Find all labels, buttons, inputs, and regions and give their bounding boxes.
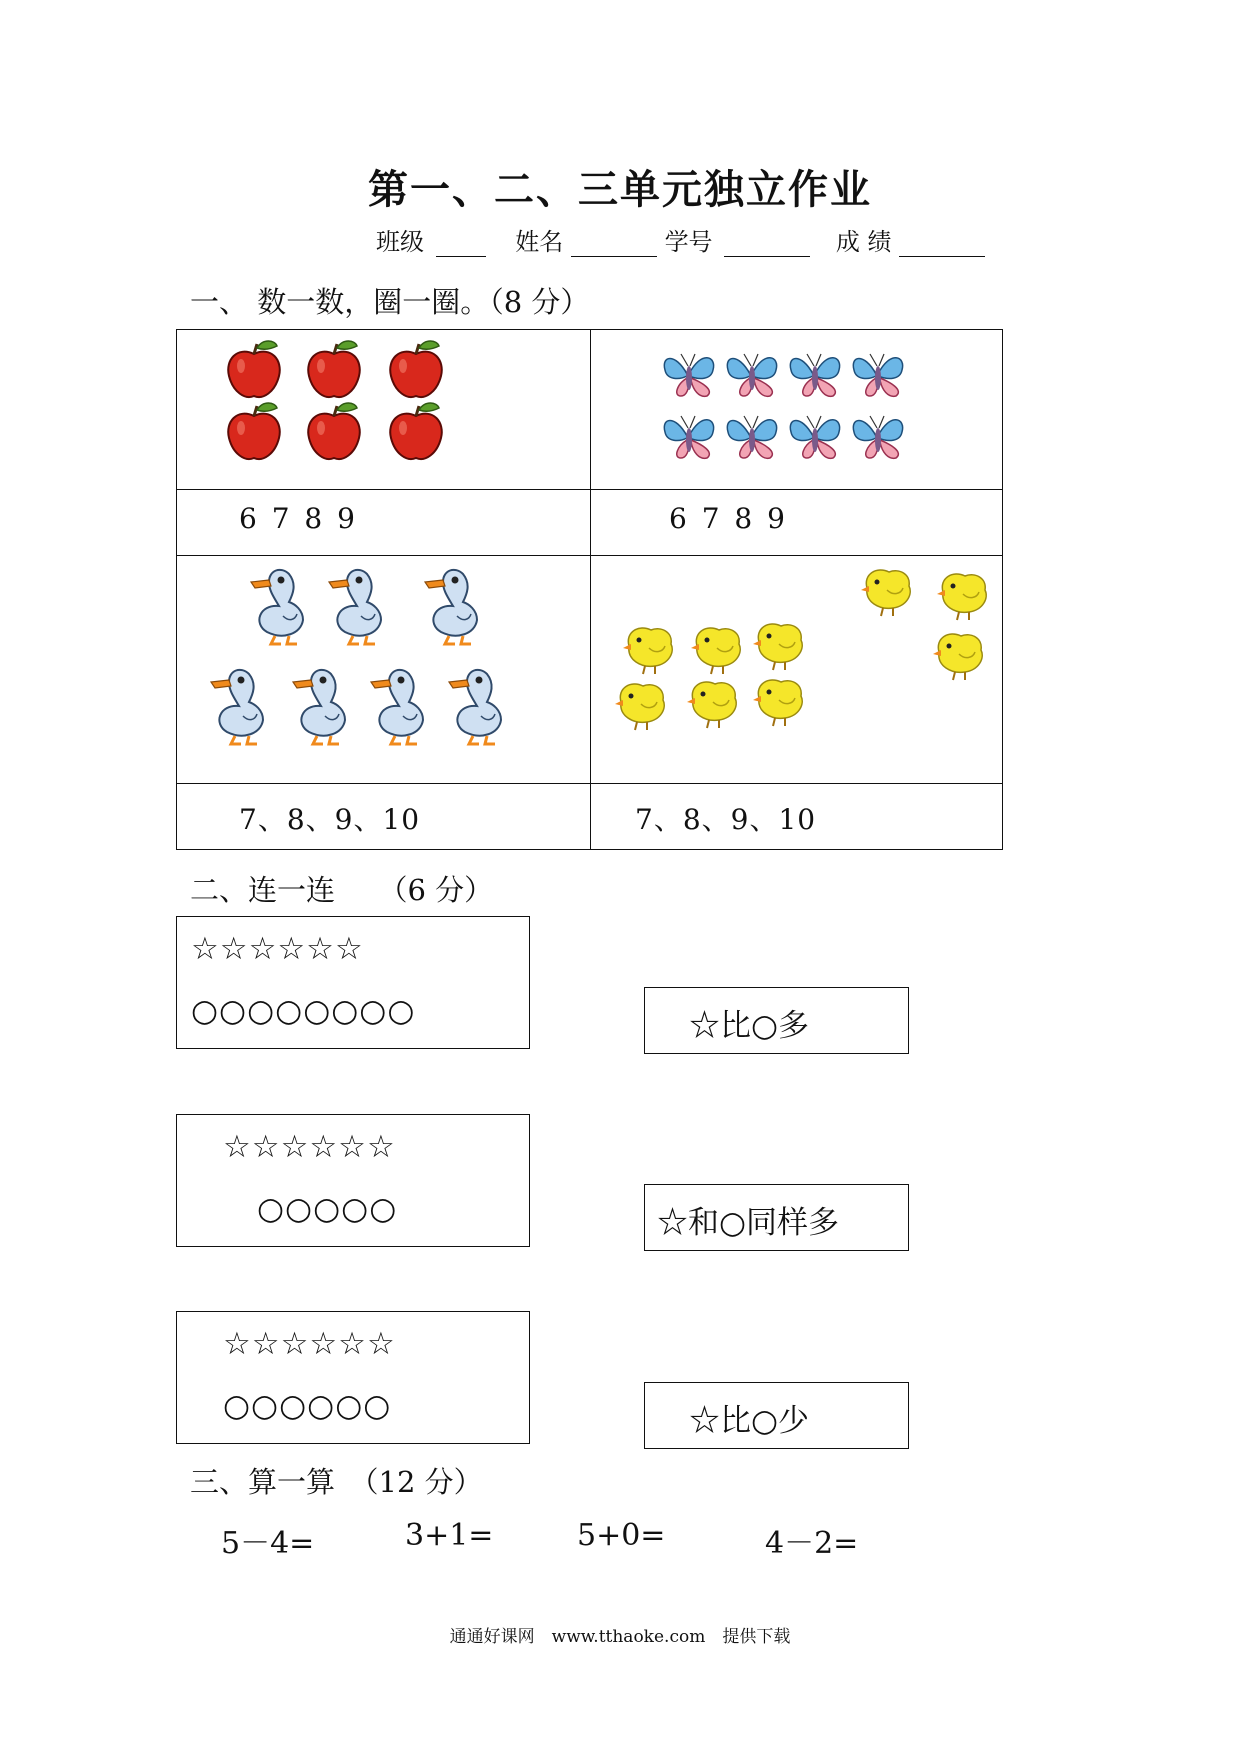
duck-icon <box>425 570 477 644</box>
right-box-equal[interactable]: ☆和○同样多 <box>644 1184 909 1251</box>
stars-row: ☆☆☆☆☆☆ <box>191 931 364 967</box>
apple-icon <box>228 341 280 397</box>
apples-illustration <box>177 330 590 488</box>
chick-icon <box>623 628 672 674</box>
duck-icon <box>449 670 501 744</box>
duck-icon <box>371 670 423 744</box>
butterfly-icon <box>664 354 713 396</box>
butterflies-choices-cell <box>591 490 1003 556</box>
footer-credit: 通通好课网 www.tthaoke.com 提供下载 <box>449 1627 791 1647</box>
score-blank[interactable] <box>899 230 985 257</box>
chicks-cell <box>591 556 1003 784</box>
butterfly-icon <box>727 354 776 396</box>
butterflies-cell <box>591 330 1003 490</box>
left-box-2[interactable] <box>176 1114 530 1247</box>
chick-icon <box>615 684 664 730</box>
left-box-1[interactable] <box>176 916 530 1049</box>
name-blank[interactable] <box>571 230 657 257</box>
page-title: 第一、二、三单元独立作业 <box>368 166 872 213</box>
chicks-choices-cell <box>591 784 1003 850</box>
duck-icon <box>251 570 303 644</box>
butterfly-icon <box>853 354 902 396</box>
ducks-choices-cell <box>177 784 591 850</box>
apple-icon <box>390 403 442 459</box>
circles-row: ○○○○○○ <box>223 1388 392 1424</box>
chick-icon <box>691 628 740 674</box>
section1-heading: 一、 数一数，圈一圈。（8 分） <box>190 285 590 319</box>
name-label: 姓名 <box>515 228 564 256</box>
class-label: 班级 <box>376 228 424 256</box>
apple-icon <box>228 403 280 459</box>
section2-heading: 二、连一连 （6 分） <box>190 873 494 907</box>
right-box-more[interactable]: ☆比○多 <box>644 987 909 1054</box>
student-info-line <box>376 222 985 257</box>
chick-icon <box>753 680 802 726</box>
ducks-choices[interactable]: 7、8、9、10 <box>239 803 421 836</box>
left-box-3[interactable] <box>176 1311 530 1444</box>
apples-cell <box>177 330 591 490</box>
butterflies-group <box>591 330 1002 488</box>
butterfly-icon <box>790 416 839 458</box>
duck-icon <box>329 570 381 644</box>
circles-row: ○○○○○ <box>257 1191 398 1227</box>
chick-icon <box>687 682 736 728</box>
apple-icon <box>390 341 442 397</box>
apples-group <box>177 330 590 488</box>
butterfly-icon <box>853 416 902 458</box>
score-label: 成 绩 <box>835 228 892 256</box>
class-blank[interactable] <box>436 230 486 257</box>
apples-choices[interactable]: 6 7 8 9 <box>239 502 358 535</box>
id-blank[interactable] <box>724 230 810 257</box>
chick-icon <box>861 570 910 616</box>
right-box-less[interactable]: ☆比○少 <box>644 1382 909 1449</box>
ducks-cell <box>177 556 591 784</box>
chick-icon <box>933 634 982 680</box>
section3-heading: 三、算一算 （12 分） <box>190 1465 483 1499</box>
counting-table <box>176 329 1003 850</box>
equation-4[interactable]: 4－2= <box>765 1526 859 1561</box>
duck-icon <box>211 670 263 744</box>
duck-icon <box>293 670 345 744</box>
apple-icon <box>308 403 360 459</box>
equation-1[interactable]: 5－4= <box>221 1526 315 1561</box>
apple-icon <box>308 341 360 397</box>
ducks-illustration <box>177 556 590 782</box>
circles-row: ○○○○○○○○ <box>191 993 416 1029</box>
chick-icon <box>753 624 802 670</box>
stars-row: ☆☆☆☆☆☆ <box>223 1326 396 1362</box>
butterfly-icon <box>790 354 839 396</box>
chicks-choices[interactable]: 7、8、9、10 <box>635 803 817 836</box>
chick-icon <box>937 574 986 620</box>
stars-row: ☆☆☆☆☆☆ <box>223 1129 396 1165</box>
butterfly-icon <box>727 416 776 458</box>
equation-3[interactable]: 5+0= <box>577 1518 666 1553</box>
chicks-illustration <box>591 556 1002 782</box>
equation-2[interactable]: 3+1= <box>405 1518 494 1553</box>
apples-choices-cell <box>177 490 591 556</box>
id-label: 学号 <box>664 228 713 256</box>
butterflies-illustration <box>591 330 1002 488</box>
butterflies-choices[interactable]: 6 7 8 9 <box>669 502 788 535</box>
butterfly-icon <box>664 416 713 458</box>
